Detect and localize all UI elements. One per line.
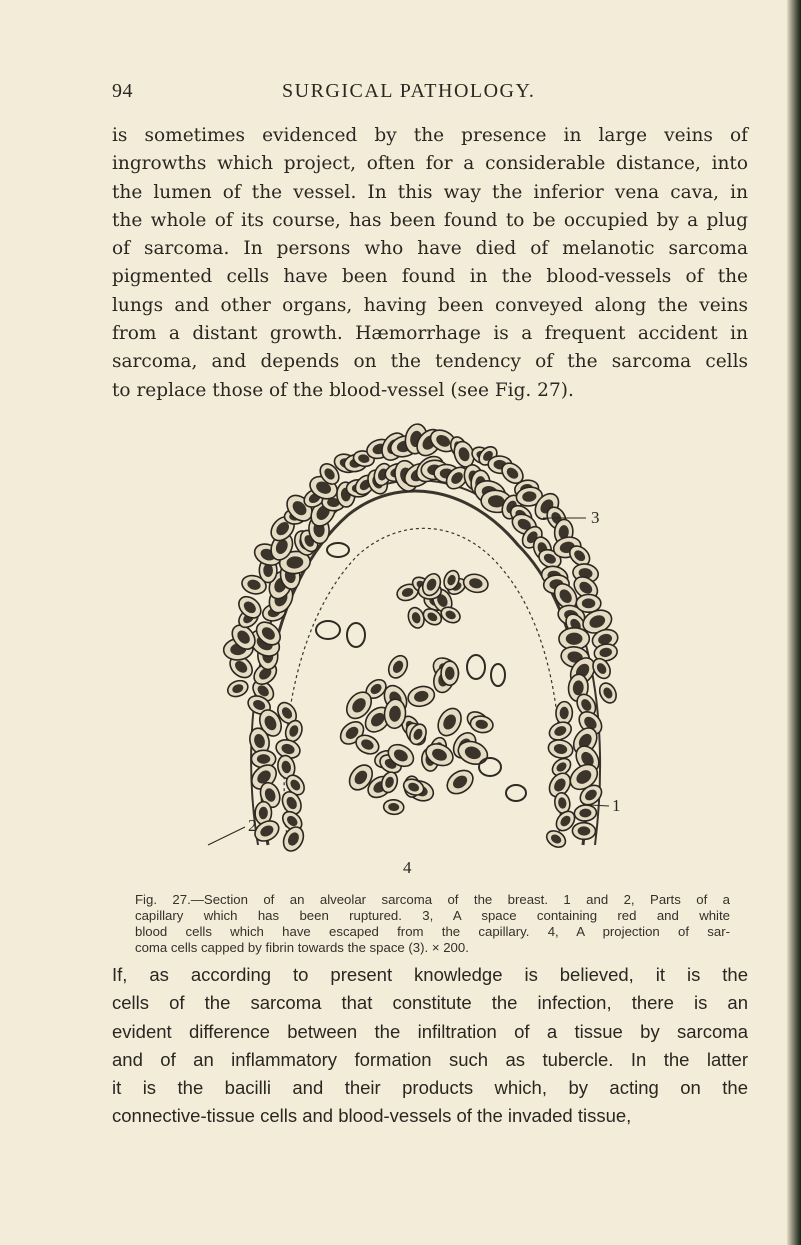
figure-label-3: 3: [591, 508, 600, 527]
page-number: 94: [112, 80, 133, 102]
figure-label-1: 1: [612, 796, 621, 815]
caption-line: blood cells which have escaped from the capillary. 4, A projection of sar-: [135, 924, 730, 939]
text-line: of sarcoma. In persons who have died of melanotic sarcoma: [112, 238, 748, 260]
sarcoma-cell: [441, 661, 458, 685]
page-edge-shadow: [787, 0, 801, 1245]
sarcoma-cell: [383, 799, 404, 815]
text-line: ingrowths which project, often for a considerable distance, into: [112, 153, 748, 175]
sarcoma-cell: [556, 701, 573, 724]
sarcoma-cell: [443, 766, 478, 799]
body-paragraph-1: [112, 122, 748, 405]
sarcoma-illustration: [198, 405, 621, 885]
text-line: lungs and other organs, having been conveyed along the veins: [112, 294, 748, 316]
text-line: pigmented cells have been found in the blood-vessels of the: [112, 266, 748, 288]
text-line: the whole of its course, has been found to be occupied by a plug: [112, 209, 748, 231]
sarcoma-cell: [434, 704, 466, 739]
text-line: sarcoma, and depends on the tendency of the sarcoma cells: [112, 351, 748, 373]
text-line: evident difference between the infiltration of a tissue by sarcoma: [112, 1020, 748, 1042]
text-line: it is the bacilli and their products which, by acting on the: [112, 1077, 748, 1099]
sarcoma-cell: [547, 738, 575, 760]
sarcoma-cell: [574, 804, 597, 821]
text-line: the lumen of the vessel. In this way the inferior vena cava, in: [112, 181, 748, 203]
sarcoma-cell: [596, 680, 619, 705]
caption-line: coma cells capped by fibrin towards the space (3). × 200.: [135, 940, 469, 955]
text-line: cells of the sarcoma that constitute the infection, there is an: [112, 992, 748, 1014]
text-line: from a distant growth. Hæmorrhage is a frequent accident in: [112, 323, 748, 345]
page-header: [112, 80, 748, 110]
caption-line: Fig. 27.—Section of an alveolar sarcoma of the breast. 1 and 2, Parts of a: [135, 892, 730, 907]
body-paragraph-2: [112, 961, 748, 1131]
sarcoma-cell: [406, 684, 437, 709]
text-line: to replace those of the blood-vessel (see Fig. 27).: [112, 379, 574, 401]
sarcoma-cell: [280, 824, 308, 855]
sarcoma-cell: [385, 652, 411, 681]
text-line: is sometimes evidenced by the presence in large veins of: [112, 125, 748, 146]
histology-figure: [198, 405, 621, 885]
sarcoma-cell: [225, 678, 250, 700]
caption-line: capillary which has been ruptured. 3, A space containing red and white: [135, 908, 730, 923]
text-line: If, as according to present knowledge is believed, it is the: [112, 964, 748, 985]
figure-label-2: 2: [248, 816, 257, 835]
figure-caption: [135, 892, 730, 956]
text-line: connective-tissue cells and blood-vessels of the invaded tissue,: [112, 1105, 632, 1127]
sarcoma-cell: [576, 594, 601, 612]
sarcoma-cell: [462, 572, 490, 594]
figure-label-4: 4: [403, 858, 412, 877]
sarcoma-cell: [572, 822, 596, 839]
sarcoma-cells: [223, 423, 620, 855]
text-line: and of an inflammatory formation such as tubercle. In the latter: [112, 1048, 748, 1070]
running-head: SURGICAL PATHOLOGY.: [282, 80, 536, 102]
